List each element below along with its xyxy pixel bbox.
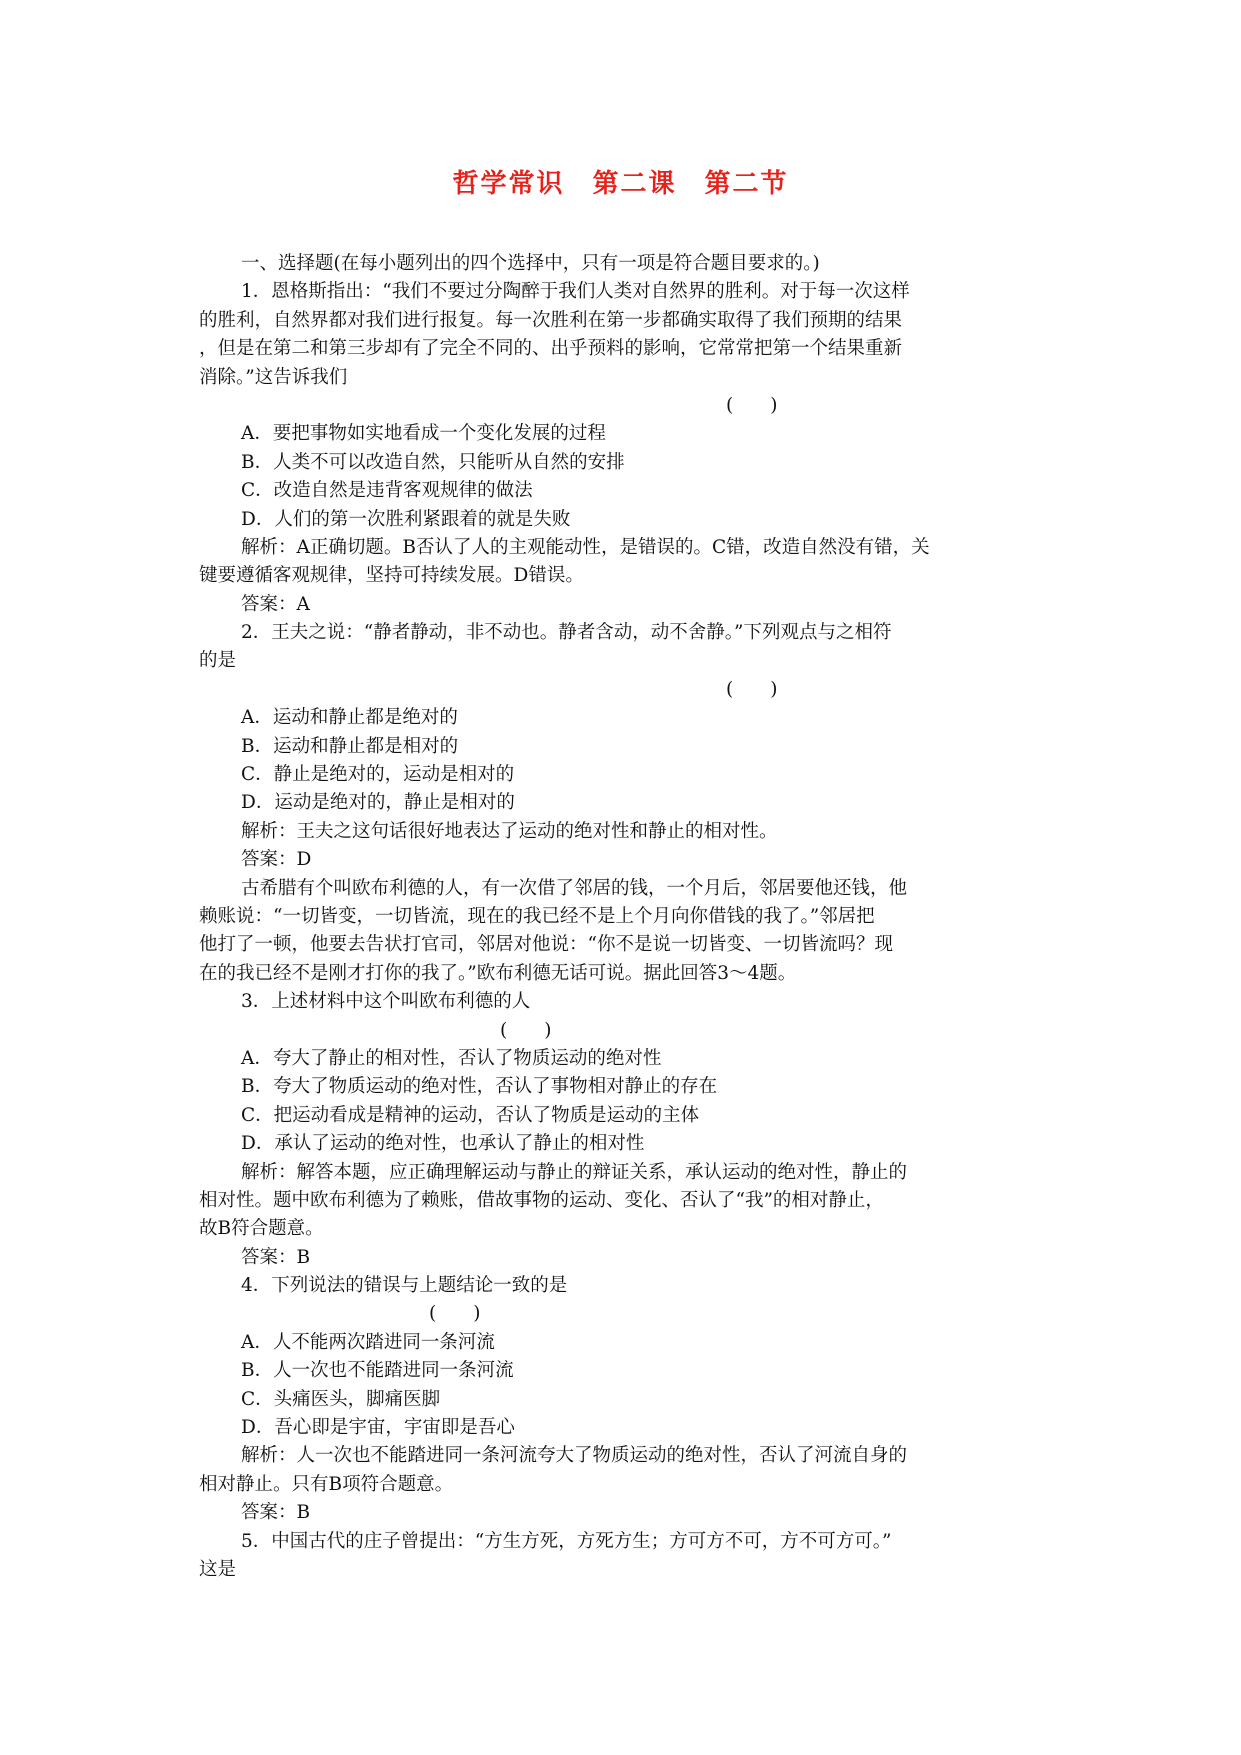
- q4-option-d: D．吾心即是宇宙，宇宙即是吾心: [241, 1417, 515, 1439]
- q3-option-c: C．把运动看成是精神的运动，否认了物质是运动的主体: [241, 1104, 700, 1126]
- q2-option-c: C．静止是绝对的，运动是相对的: [241, 764, 515, 786]
- q1-stem-line: ，但是在第二和第三步却有了完全不同的、出乎预料的影响，它常常把第一个结果重新: [199, 338, 903, 360]
- q2-option-a: A．运动和静止都是绝对的: [241, 707, 458, 729]
- q3-analysis: 故B符合题意。: [199, 1218, 324, 1240]
- q1-option-b: B．人类不可以改造自然，只能听从自然的安排: [241, 451, 625, 473]
- q2-option-b: B．运动和静止都是相对的: [241, 735, 459, 757]
- q3-option-a: A．夸大了静止的相对性，否认了物质运动的绝对性: [241, 1047, 662, 1069]
- q1-stem-line: 的胜利，自然界都对我们进行报复。每一次胜利在第一步都确实取得了我们预期的结果: [199, 309, 903, 331]
- q2-answer-blank: ( ): [726, 678, 778, 700]
- material-line: 在的我已经不是刚才打你的我了。”欧布利德无话可说。据此回答3～4题。: [199, 962, 797, 984]
- q3-answer: 答案：B: [241, 1246, 311, 1268]
- q3-analysis: 相对性。题中欧布利德为了赖账，借故事物的运动、变化、否认了“我”的相对静止，: [199, 1189, 884, 1211]
- q5-stem-line: 5．中国古代的庄子曾提出：“方生方死，方死方生；方可方不可，方不可方可。”: [241, 1530, 892, 1552]
- q1-stem-line: 1．恩格斯指出：“我们不要过分陶醉于我们人类对自然界的胜利。对于每一次这样: [241, 281, 910, 303]
- section-heading: 一、选择题(在每小题列出的四个选择中，只有一项是符合题目要求的。): [241, 253, 820, 274]
- q2-answer: 答案：D: [241, 849, 312, 871]
- q3-option-d: D．承认了运动的绝对性，也承认了静止的相对性: [241, 1133, 645, 1155]
- q1-answer-blank: ( ): [726, 394, 778, 416]
- q1-stem-line: 消除。”这告诉我们: [199, 366, 348, 388]
- q1-option-d: D．人们的第一次胜利紧跟着的就是失败: [241, 508, 571, 530]
- material-line: 赖账说：“一切皆变，一切皆流，现在的我已经不是上个月向你借钱的我了。”邻居把: [199, 905, 875, 927]
- material-line: 他打了一顿，他要去告状打官司，邻居对他说：“你不是说一切皆变、一切皆流吗？现: [199, 934, 893, 956]
- q1-analysis: 解析：A正确切题。B否认了人的主观能动性，是错误的。C错，改造自然没有错，关: [241, 536, 930, 558]
- q1-answer: 答案：A: [241, 593, 310, 615]
- q1-option-c: C．改造自然是违背客观规律的做法: [241, 480, 533, 502]
- q1-option-a: A．要把事物如实地看成一个变化发展的过程: [241, 423, 606, 445]
- q4-stem-line: 4．下列说法的错误与上题结论一致的是: [241, 1275, 568, 1297]
- material-line: 古希腊有个叫欧布利德的人，有一次借了邻居的钱，一个月后，邻居要他还钱，他: [241, 877, 908, 899]
- q4-option-a: A．人不能两次踏进同一条河流: [241, 1331, 495, 1353]
- q5-stem-line: 这是: [199, 1558, 237, 1580]
- document-body: [199, 250, 1047, 1584]
- q1-analysis: 键要遵循客观规律，坚持可持续发展。D错误。: [199, 565, 584, 587]
- q4-option-b: B．人一次也不能踏进同一条河流: [241, 1360, 514, 1382]
- q3-answer-blank: ( ): [500, 1019, 552, 1041]
- q4-answer-blank: ( ): [429, 1303, 481, 1325]
- q4-analysis: 解析：人一次也不能踏进同一条河流夸大了物质运动的绝对性，否认了河流自身的: [241, 1445, 908, 1467]
- q4-option-c: C．头痛医头，脚痛医脚: [241, 1388, 441, 1410]
- q2-option-d: D．运动是绝对的，静止是相对的: [241, 792, 515, 814]
- q4-answer: 答案：B: [241, 1502, 311, 1524]
- q3-stem-line: 3．上述材料中这个叫欧布利德的人: [241, 991, 531, 1013]
- q2-stem-line: 的是: [199, 650, 237, 672]
- q3-analysis: 解析：解答本题，应正确理解运动与静止的辩证关系，承认运动的绝对性，静止的: [241, 1161, 908, 1183]
- q2-stem-line: 2．王夫之说：“静者静动，非不动也。静者含动，动不舍静。”下列观点与之相符: [241, 622, 892, 644]
- q3-option-b: B．夸大了物质运动的绝对性，否认了事物相对静止的存在: [241, 1076, 718, 1098]
- q2-analysis: 解析：王夫之这句话很好地表达了运动的绝对性和静止的相对性。: [241, 820, 778, 842]
- q4-analysis: 相对静止。只有B项符合题意。: [199, 1473, 454, 1495]
- page-title: 哲学常识 第二课 第二节: [452, 169, 789, 199]
